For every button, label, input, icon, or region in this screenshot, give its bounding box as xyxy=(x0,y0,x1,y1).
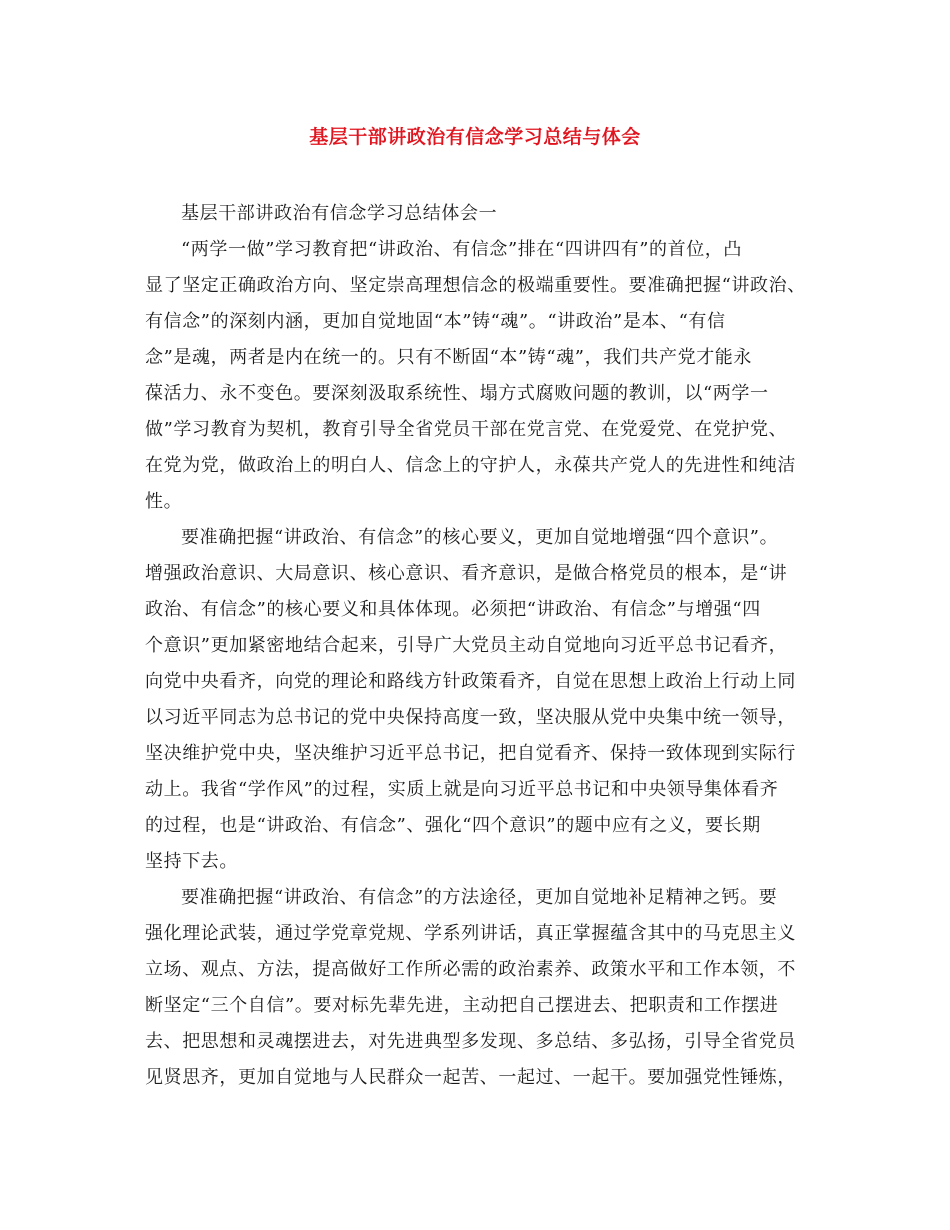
paragraph-line: 要准确把握“讲政治、有信念”的方法途径，更加自觉地补足精神之钙。要 xyxy=(181,887,778,908)
section-heading: 基层干部讲政治有信念学习总结体会一 xyxy=(181,203,498,224)
paragraph-line: 个意识”更加紧密地结合起来，引导广大党员主动自觉地向习近平总书记看齐， xyxy=(145,635,788,656)
paragraph-line: 动上。我省“学作风”的过程，实质上就是向习近平总书记和中央领导集体看齐 xyxy=(145,779,779,800)
paragraph-line: 政治、有信念”的核心要义和具体体现。必须把“讲政治、有信念”与增强“四 xyxy=(145,599,761,620)
document-body xyxy=(145,196,810,1096)
paragraph-line: 见贤思齐，更加自觉地与人民群众一起苦、一起过、一起干。要加强党性锤炼， xyxy=(145,1067,796,1088)
paragraph-line: 向党中央看齐，向党的理论和路线方针政策看齐，自觉在思想上政治上行动上同 xyxy=(145,671,796,692)
paragraph-line: 强化理论武装，通过学党章党规、学系列讲话，真正掌握蕴含其中的马克思主义 xyxy=(145,923,796,944)
paragraph-line: 以习近平同志为总书记的党中央保持高度一致，坚决服从党中央集中统一领导， xyxy=(145,707,796,728)
paragraph-line: 立场、观点、方法，提高做好工作所必需的政治素养、政策水平和工作本领，不 xyxy=(145,959,796,980)
paragraph-line: 去、把思想和灵魂摆进去，对先进典型多发现、多总结、多弘扬，引导全省党员 xyxy=(145,1031,796,1052)
document-title: 基层干部讲政治有信念学习总结与体会 xyxy=(309,126,641,148)
paragraph-line: 性。 xyxy=(145,491,183,512)
paragraph-line: 显了坚定正确政治方向、坚定崇高理想信念的极端重要性。要准确把握“讲政治、 xyxy=(145,275,806,296)
paragraph-line: 断坚定“三个自信”。要对标先辈先进，主动把自己摆进去、把职责和工作摆进 xyxy=(145,995,779,1016)
paragraph-line: 念”是魂，两者是内在统一的。只有不断固“本”铸“魂”，我们共产党才能永 xyxy=(145,347,753,368)
paragraph-line: 做”学习教育为契机，教育引导全省党员干部在党言党、在党爱党、在党护党、 xyxy=(145,419,788,440)
paragraph-line: 有信念”的深刻内涵，更加自觉地固“本”铸“魂”。“讲政治”是本、“有信 xyxy=(145,311,726,332)
paragraph-line: 的过程，也是“讲政治、有信念”、强化“四个意识”的题中应有之义，要长期 xyxy=(145,815,761,836)
paragraph-line: 坚持下去。 xyxy=(145,851,238,872)
paragraph-line: 坚决维护党中央，坚决维护习近平总书记，把自觉看齐、保持一致体现到实际行 xyxy=(145,743,796,764)
paragraph-line: 葆活力、永不变色。要深刻汲取系统性、塌方式腐败问题的教训，以“两学一 xyxy=(145,383,769,404)
paragraph-line: 增强政治意识、大局意识、核心意识、看齐意识，是做合格党员的根本，是“讲 xyxy=(145,563,788,584)
paragraph-line: 要准确把握“讲政治、有信念”的核心要义，更加自觉地增强“四个意识”。 xyxy=(181,527,779,548)
paragraph-line: 在党为党，做政治上的明白人、信念上的守护人，永葆共产党人的先进性和纯洁 xyxy=(145,455,796,476)
paragraph-line: “两学一做”学习教育把“讲政治、有信念”排在“四讲四有”的首位，凸 xyxy=(181,239,743,260)
